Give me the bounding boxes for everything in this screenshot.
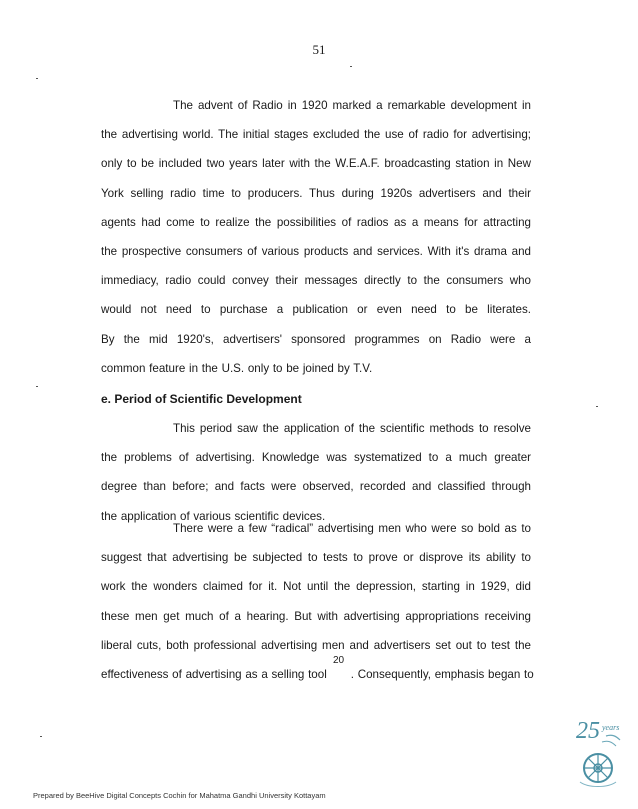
text-line: agents had come to realize the possibilities of radios as a means for attracting xyxy=(101,215,531,229)
paragraph-radio xyxy=(101,98,531,390)
anniversary-logo xyxy=(572,716,626,790)
section-heading: e. Period of Scientific Development xyxy=(101,392,302,406)
footnote-reference: 20 xyxy=(333,654,345,666)
text-line: This period saw the application of the scientific methods to resolve xyxy=(173,422,531,435)
text-line: By the mid 1920's, advertisers' sponsored programmes on Radio were a xyxy=(101,332,531,346)
text-line: immediacy, radio could convey their messages directly to the consumers who xyxy=(101,274,531,288)
dharma-wheel-icon xyxy=(584,754,612,782)
footer-credit: Prepared by BeeHive Digital Concepts Cochin for Mahatma Gandhi University Kottayam xyxy=(33,791,326,800)
text-line: the problems of advertising. Knowledge was systematized to a much greater xyxy=(101,451,531,465)
text-line: The advent of Radio in 1920 marked a remarkable development in xyxy=(173,99,531,112)
text-line: York selling radio time to producers. Thus during 1920s advertisers and their xyxy=(101,186,531,200)
text-line: would not need to purchase a publication or even need to be literates. xyxy=(101,303,531,317)
text-line: the application of various scientific devices. xyxy=(101,509,326,523)
text-line: common feature in the U.S. only to be joined by T.V. xyxy=(101,361,373,375)
logo-number: 25 xyxy=(576,718,600,744)
text-line: degree than before; and facts were observed, recorded and classified through xyxy=(101,480,531,494)
text-line: work the wonders claimed for it. Not until the depression, starting in 1929, did xyxy=(101,580,531,594)
text-line: liberal cuts, both professional advertising men and advertisers set out to test the xyxy=(101,638,531,652)
bird-icon xyxy=(602,741,616,746)
text-line: the advertising world. The initial stages excluded the use of radio for advertising; xyxy=(101,128,531,142)
text-line: the prospective consumers of various products and services. With it's drama and xyxy=(101,244,531,258)
paragraph-radical xyxy=(101,521,534,696)
text-line-with-footnote xyxy=(101,654,534,696)
scan-speck xyxy=(40,736,42,737)
page-number: 51 xyxy=(312,42,326,57)
text-line: only to be included two years later with the W.E.A.F. broadcasting station in New xyxy=(101,157,531,171)
text-line: There were a few “radical” advertising men who were so bold as to xyxy=(173,522,531,535)
scan-speck xyxy=(596,406,598,407)
text-line: these men get much of a hearing. But with advertising appropriations receiving xyxy=(101,609,531,623)
scan-speck xyxy=(350,66,352,67)
text-line: suggest that advertising be subjected to tests to prove or disprove its ability to xyxy=(101,551,531,565)
text-segment: effectiveness of advertising as a selling tool xyxy=(101,667,327,681)
scan-speck xyxy=(36,386,38,387)
logo-word: years xyxy=(602,723,620,732)
bird-icon xyxy=(606,735,620,740)
scan-speck xyxy=(36,78,38,79)
text-segment: . Consequently, emphasis began to xyxy=(350,667,534,681)
